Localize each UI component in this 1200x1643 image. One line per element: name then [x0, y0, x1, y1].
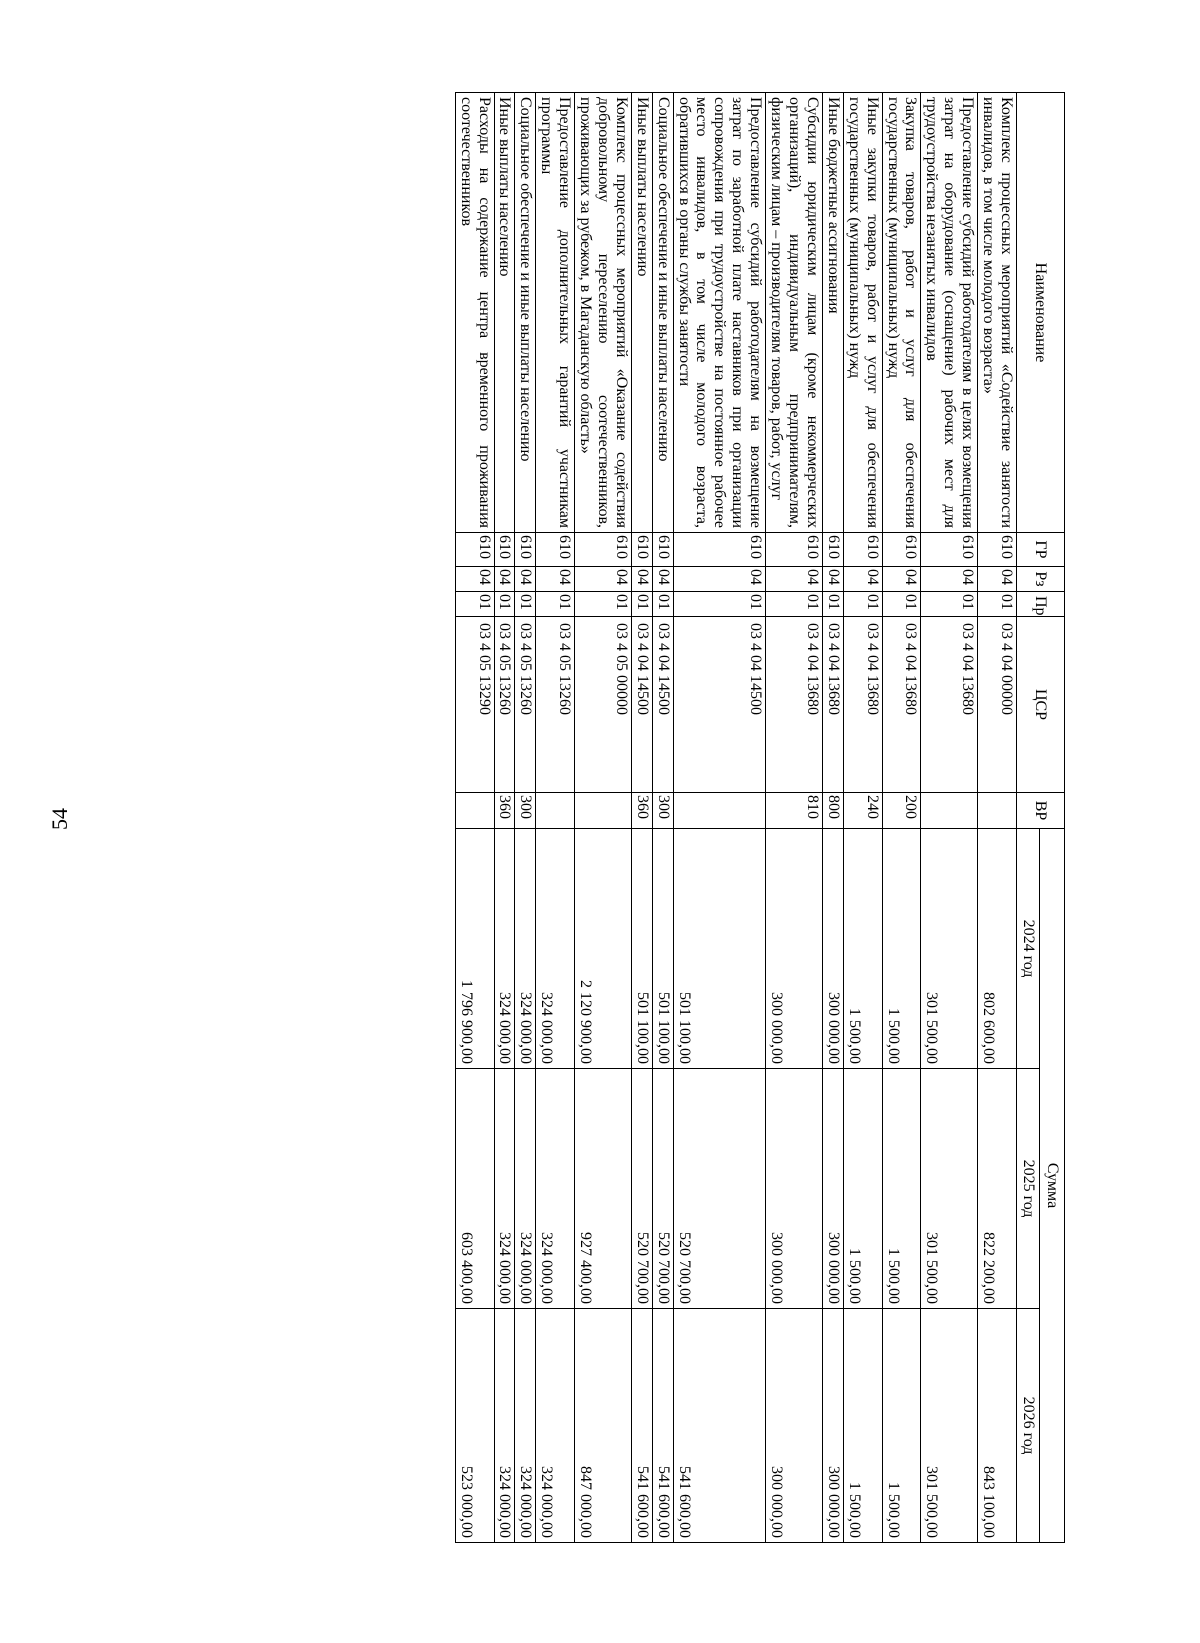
cell-gr: 610: [652, 533, 673, 567]
cell-gr: 610: [843, 533, 882, 567]
cell-2025: 520 700,00: [652, 1069, 673, 1309]
cell-csr: 03 4 04 13680: [882, 617, 921, 793]
cell-pr: 01: [494, 592, 515, 617]
cell-2025: 324 000,00: [494, 1069, 515, 1309]
cell-vr: 200: [882, 793, 921, 829]
cell-2024: 501 100,00: [652, 829, 673, 1069]
cell-vr: [921, 793, 978, 829]
cell-rz: 04: [882, 567, 921, 592]
table-row: [766, 93, 823, 1543]
cell-2024: 301 500,00: [921, 829, 978, 1069]
cell-pr: 01: [673, 592, 766, 617]
header-csr: ЦСР: [1017, 617, 1065, 793]
cell-pr: 01: [921, 592, 978, 617]
cell-gr: 610: [631, 533, 652, 567]
table-row: [882, 93, 921, 1543]
cell-2025: 520 700,00: [631, 1069, 652, 1309]
cell-rz: 04: [575, 567, 632, 592]
cell-gr: 610: [494, 533, 515, 567]
cell-2025: 324 000,00: [536, 1069, 575, 1309]
cell-name: Комплекс процессных мероприятий «Содействие занятости инвалидов, в том числе молодого возраста»: [978, 93, 1017, 533]
cell-pr: 01: [515, 592, 536, 617]
cell-2026: 300 000,00: [822, 1309, 843, 1543]
cell-pr: 01: [766, 592, 823, 617]
cell-rz: 04: [673, 567, 766, 592]
cell-pr: 01: [455, 592, 494, 617]
cell-name: Расходы на содержание центра временного проживания соотечественников: [455, 93, 494, 533]
header-rz: Рз: [1017, 567, 1065, 592]
cell-2026: 1 500,00: [843, 1309, 882, 1543]
budget-table: [455, 92, 1065, 1543]
cell-2025: 927 400,00: [575, 1069, 632, 1309]
table-row: [515, 93, 536, 1543]
cell-2026: 300 000,00: [766, 1309, 823, 1543]
cell-csr: 03 4 04 13680: [766, 617, 823, 793]
cell-vr: [536, 793, 575, 829]
table-row: [673, 93, 766, 1543]
cell-2024: 324 000,00: [536, 829, 575, 1069]
cell-csr: 03 4 04 13680: [921, 617, 978, 793]
cell-gr: 610: [921, 533, 978, 567]
cell-name: Иные закупки товаров, работ и услуг для обеспечения государственных (муниципальных) нужд: [843, 93, 882, 533]
cell-2026: 324 000,00: [536, 1309, 575, 1543]
cell-2026: 541 600,00: [652, 1309, 673, 1543]
cell-2024: 1 500,00: [882, 829, 921, 1069]
table-row: [978, 93, 1017, 1543]
table-row: [494, 93, 515, 1543]
cell-2026: 523 000,00: [455, 1309, 494, 1543]
cell-rz: 04: [536, 567, 575, 592]
table-row: [575, 93, 632, 1543]
cell-rz: 04: [843, 567, 882, 592]
cell-name: Предоставление дополнительных гарантий участникам программы: [536, 93, 575, 533]
header-sum: Сумма: [1040, 829, 1065, 1543]
cell-vr: 360: [494, 793, 515, 829]
cell-2025: 301 500,00: [921, 1069, 978, 1309]
cell-csr: 03 4 04 13680: [822, 617, 843, 793]
cell-rz: 04: [978, 567, 1017, 592]
cell-vr: 800: [822, 793, 843, 829]
cell-name: Комплекс процессных мероприятий «Оказание содействия добровольному переселению соотечественников, проживающих за рубежом, в Магаданскую область»: [575, 93, 632, 533]
cell-gr: 610: [978, 533, 1017, 567]
cell-rz: 04: [494, 567, 515, 592]
cell-2026: 847 000,00: [575, 1309, 632, 1543]
cell-2026: 324 000,00: [515, 1309, 536, 1543]
cell-2024: 1 796 900,00: [455, 829, 494, 1069]
cell-csr: 03 4 05 00000: [575, 617, 632, 793]
cell-2025: 603 400,00: [455, 1069, 494, 1309]
cell-2024: 1 500,00: [843, 829, 882, 1069]
cell-rz: 04: [515, 567, 536, 592]
cell-vr: 360: [631, 793, 652, 829]
cell-vr: [575, 793, 632, 829]
cell-2024: 324 000,00: [494, 829, 515, 1069]
cell-gr: 610: [536, 533, 575, 567]
table-body: [455, 93, 1016, 1543]
cell-2026: 324 000,00: [494, 1309, 515, 1543]
cell-2025: 300 000,00: [766, 1069, 823, 1309]
cell-vr: 300: [652, 793, 673, 829]
cell-2025: 822 200,00: [978, 1069, 1017, 1309]
table-row: [921, 93, 978, 1543]
table-row: [843, 93, 882, 1543]
cell-2026: 301 500,00: [921, 1309, 978, 1543]
cell-2024: 501 100,00: [673, 829, 766, 1069]
cell-csr: 03 4 04 14500: [652, 617, 673, 793]
header-pr: Пр: [1017, 592, 1065, 617]
cell-rz: 04: [921, 567, 978, 592]
cell-rz: 04: [822, 567, 843, 592]
cell-rz: 04: [766, 567, 823, 592]
cell-name: Субсидии юридическим лицам (кроме некоммерческих организаций), индивидуальным предпринимателям, физическим лицам – производителям товаров, работ, услуг: [766, 93, 823, 533]
cell-csr: 03 4 05 13290: [455, 617, 494, 793]
cell-rz: 04: [455, 567, 494, 592]
header-2024: 2024 год: [1017, 829, 1040, 1069]
cell-pr: 01: [978, 592, 1017, 617]
cell-gr: 610: [882, 533, 921, 567]
table-row: [631, 93, 652, 1543]
header-vr: ВР: [1017, 793, 1065, 829]
cell-2024: 300 000,00: [766, 829, 823, 1069]
table-row: [652, 93, 673, 1543]
cell-name: Социальное обеспечение и иные выплаты населению: [515, 93, 536, 533]
cell-2024: 501 100,00: [631, 829, 652, 1069]
header-name: Наименование: [1017, 93, 1065, 533]
cell-vr: 300: [515, 793, 536, 829]
cell-csr: 03 4 04 00000: [978, 617, 1017, 793]
cell-vr: 240: [843, 793, 882, 829]
cell-csr: 03 4 04 13680: [843, 617, 882, 793]
cell-gr: 610: [766, 533, 823, 567]
cell-csr: 03 4 04 14500: [673, 617, 766, 793]
cell-2024: 802 600,00: [978, 829, 1017, 1069]
cell-2025: 1 500,00: [882, 1069, 921, 1309]
page-number: 54: [47, 808, 72, 830]
cell-pr: 01: [652, 592, 673, 617]
cell-2026: 1 500,00: [882, 1309, 921, 1543]
cell-vr: [978, 793, 1017, 829]
cell-name: Иные выплаты населению: [494, 93, 515, 533]
cell-2024: 300 000,00: [822, 829, 843, 1069]
cell-2026: 843 100,00: [978, 1309, 1017, 1543]
table-row: [822, 93, 843, 1543]
cell-rz: 04: [631, 567, 652, 592]
cell-2026: 541 600,00: [673, 1309, 766, 1543]
cell-gr: 610: [455, 533, 494, 567]
cell-2024: 2 120 900,00: [575, 829, 632, 1069]
table-header: [1017, 93, 1065, 1543]
cell-gr: 610: [822, 533, 843, 567]
cell-2024: 324 000,00: [515, 829, 536, 1069]
cell-name: Предоставление субсидий работодателям в целях возмещения затрат на оборудование (оснащение) рабочих мест для трудоустройства незанятых инвалидов: [921, 93, 978, 533]
cell-2025: 300 000,00: [822, 1069, 843, 1309]
cell-gr: 610: [673, 533, 766, 567]
cell-name: Иные выплаты населению: [631, 93, 652, 533]
cell-pr: 01: [575, 592, 632, 617]
cell-csr: 03 4 05 13260: [515, 617, 536, 793]
cell-rz: 04: [652, 567, 673, 592]
cell-csr: 03 4 05 13260: [536, 617, 575, 793]
cell-2025: 520 700,00: [673, 1069, 766, 1309]
cell-csr: 03 4 04 14500: [631, 617, 652, 793]
cell-vr: 810: [766, 793, 823, 829]
cell-pr: 01: [536, 592, 575, 617]
cell-csr: 03 4 05 13260: [494, 617, 515, 793]
cell-pr: 01: [843, 592, 882, 617]
cell-2025: 1 500,00: [843, 1069, 882, 1309]
cell-gr: 610: [515, 533, 536, 567]
cell-gr: 610: [575, 533, 632, 567]
table-row: [455, 93, 494, 1543]
cell-name: Социальное обеспечение и иные выплаты населению: [652, 93, 673, 533]
cell-vr: [455, 793, 494, 829]
cell-name: Предоставление субсидий работодателям на возмещение затрат по заработной плате наставников при организации сопровождения при трудоустройстве на постоянное рабочее место инвалидов, в том числе молодого возраста, обратившихся в органы службы занятости: [673, 93, 766, 533]
cell-vr: [673, 793, 766, 829]
cell-name: Закупка товаров, работ и услуг для обеспечения государственных (муниципальных) нужд: [882, 93, 921, 533]
budget-table-sheet: [185, 92, 1065, 1542]
cell-2025: 324 000,00: [515, 1069, 536, 1309]
header-2025: 2025 год: [1017, 1069, 1040, 1309]
cell-pr: 01: [822, 592, 843, 617]
header-2026: 2026 год: [1017, 1309, 1040, 1543]
cell-2026: 541 600,00: [631, 1309, 652, 1543]
table-row: [536, 93, 575, 1543]
cell-pr: 01: [631, 592, 652, 617]
cell-name: Иные бюджетные ассигнования: [822, 93, 843, 533]
header-gr: ГР: [1017, 533, 1065, 567]
cell-pr: 01: [882, 592, 921, 617]
